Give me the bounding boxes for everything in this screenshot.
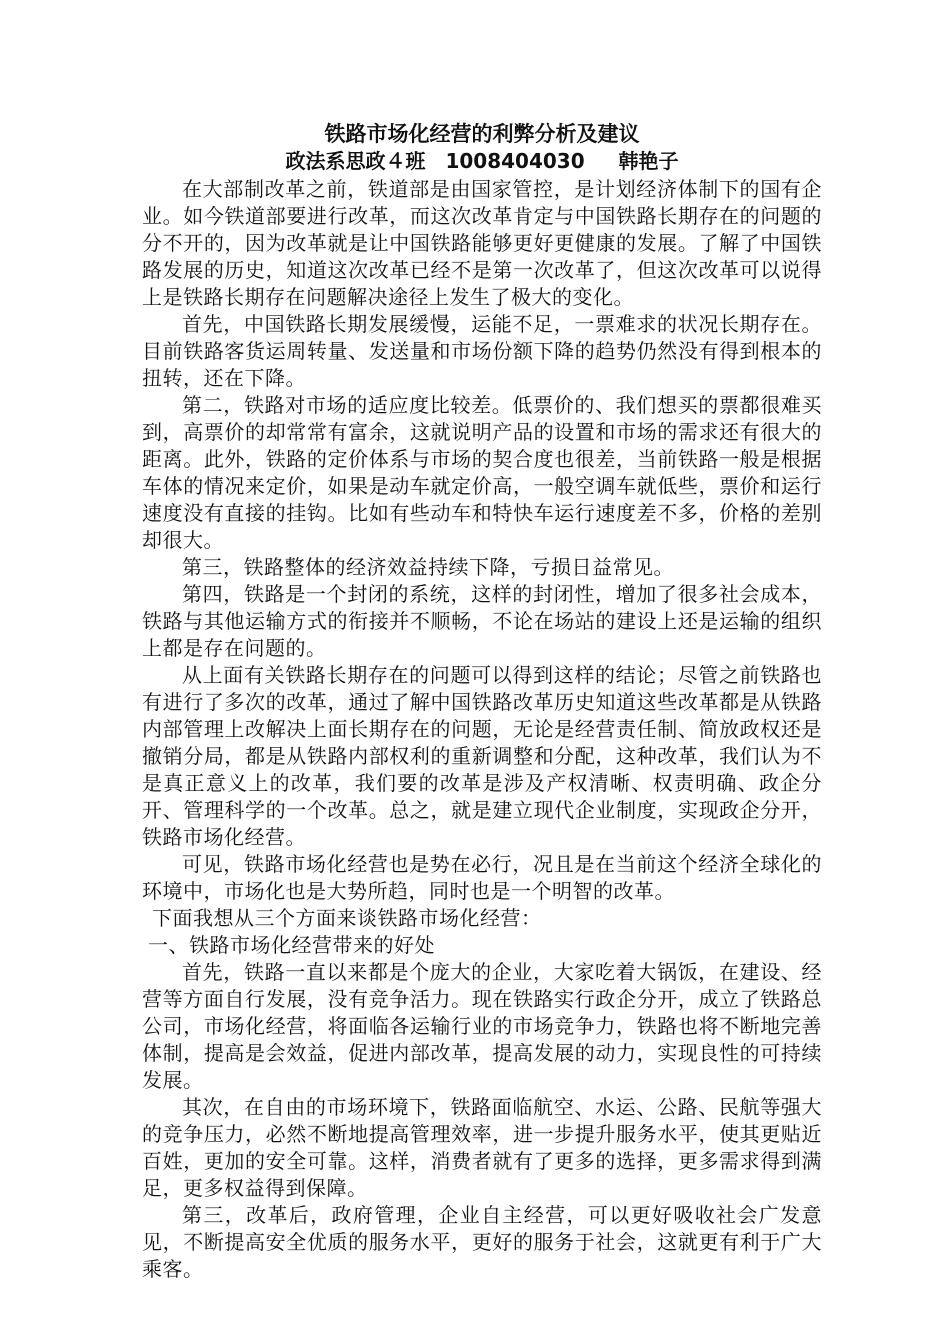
paragraph-problem-4: 第四，铁路是一个封闭的系统，这样的封闭性，增加了很多社会成本，铁路与其他运输方式的衔接并不顺畅，不论在场站的建设上还是运输的组织上都是存在问题的。 <box>142 582 822 660</box>
paragraph-problem-1: 首先，中国铁路长期发展缓慢，运能不足，一票难求的状况长期存在。目前铁路客货运周转量、发送量和市场份额下降的趋势仍然没有得到根本的扭转，还在下降。 <box>142 312 822 390</box>
paragraph-benefit-1: 首先，铁路一直以来都是个庞大的企业，大家吃着大锅饭，在建设、经营等方面自行发展，没有竞争活力。现在铁路实行政企分开，成立了铁路总公司，市场化经营，将面临各运输行业的市场竞争力，铁路也将不断地完善体制，提高是会效益，促进内部改革，提高发展的动力，实现良性的可持续发展。 <box>142 960 822 1092</box>
paragraph-outline: 下面我想从三个方面来谈铁路市场化经营： <box>152 906 542 930</box>
author-byline: 政法系思政４班 1008404030 韩艳子 <box>285 149 679 173</box>
paragraph-conclusion: 从上面有关铁路长期存在的问题可以得到这样的结论；尽管之前铁路也有进行了多次的改革，通过了解中国铁路改革历史知道这些改革都是从铁路内部管理上改解决上面长期存在的问题，无论是经营责任制、简放政权还是撤销分局，都是从铁路内部权利的重新调整和分配，这种改革，我们认为不是真正意义上的改革，我们要的改革是涉及产权清晰、权责明确、政企分开、管理科学的一个改革。总之，就是建立现代企业制度，实现政企分开，铁路市场化经营。 <box>142 663 822 849</box>
paragraph-benefit-2: 其次，在自由的市场环境下，铁路面临航空、水运、公路、民航等强大的竞争压力，必然不断地提高管理效率，进一步提升服务水平，使其更贴近百姓，更加的安全可靠。这样，消费者就有了更多的选择，更多需求得到满足，更多权益得到保障。 <box>142 1095 822 1200</box>
document-title: 铁路市场化经营的利弊分析及建议 <box>324 122 640 146</box>
paragraph-intro: 在大部制改革之前，铁道部是由国家管控，是计划经济体制下的国有企业。如今铁道部要进行改革，而这次改革肯定与中国铁路长期存在的问题的分不开的，因为改革就是让中国铁路能够更好更健康的发展。了解了中国铁路发展的历史，知道这次改革已经不是第一次改革了，但这次改革可以说得上是铁路长期存在问题解决途径上发生了极大的变化。 <box>142 177 822 309</box>
paragraph-benefit-3: 第三，改革后，政府管理，企业自主经营，可以更好吸收社会广发意见，不断提高安全优质的服务水平，更好的服务于社会，这就更有利于广大乘客。 <box>142 1203 822 1281</box>
paragraph-problem-2: 第二，铁路对市场的适应度比较差。低票价的、我们想买的票都很难买到，高票价的却常常有富余，这就说明产品的设置和市场的需求还有很大的距离。此外，铁路的定价体系与市场的契合度也很差，当前铁路一般是根据车体的情况来定价，如果是动车就定价高，一般空调车就低些，票价和运行速度没有直接的挂钩。比如有些动车和特快车运行速度差不多，价格的差别却很大。 <box>142 393 822 552</box>
paragraph-necessity: 可见，铁路市场化经营也是势在必行，况且是在当前这个经济全球化的环境中，市场化也是大势所趋，同时也是一个明智的改革。 <box>142 852 822 903</box>
section-heading-benefits: 一、铁路市场化经营带来的好处 <box>148 933 435 957</box>
document-body <box>142 120 822 1283</box>
paragraph-problem-3: 第三，铁路整体的经济效益持续下降，亏损日益常见。 <box>182 555 674 579</box>
